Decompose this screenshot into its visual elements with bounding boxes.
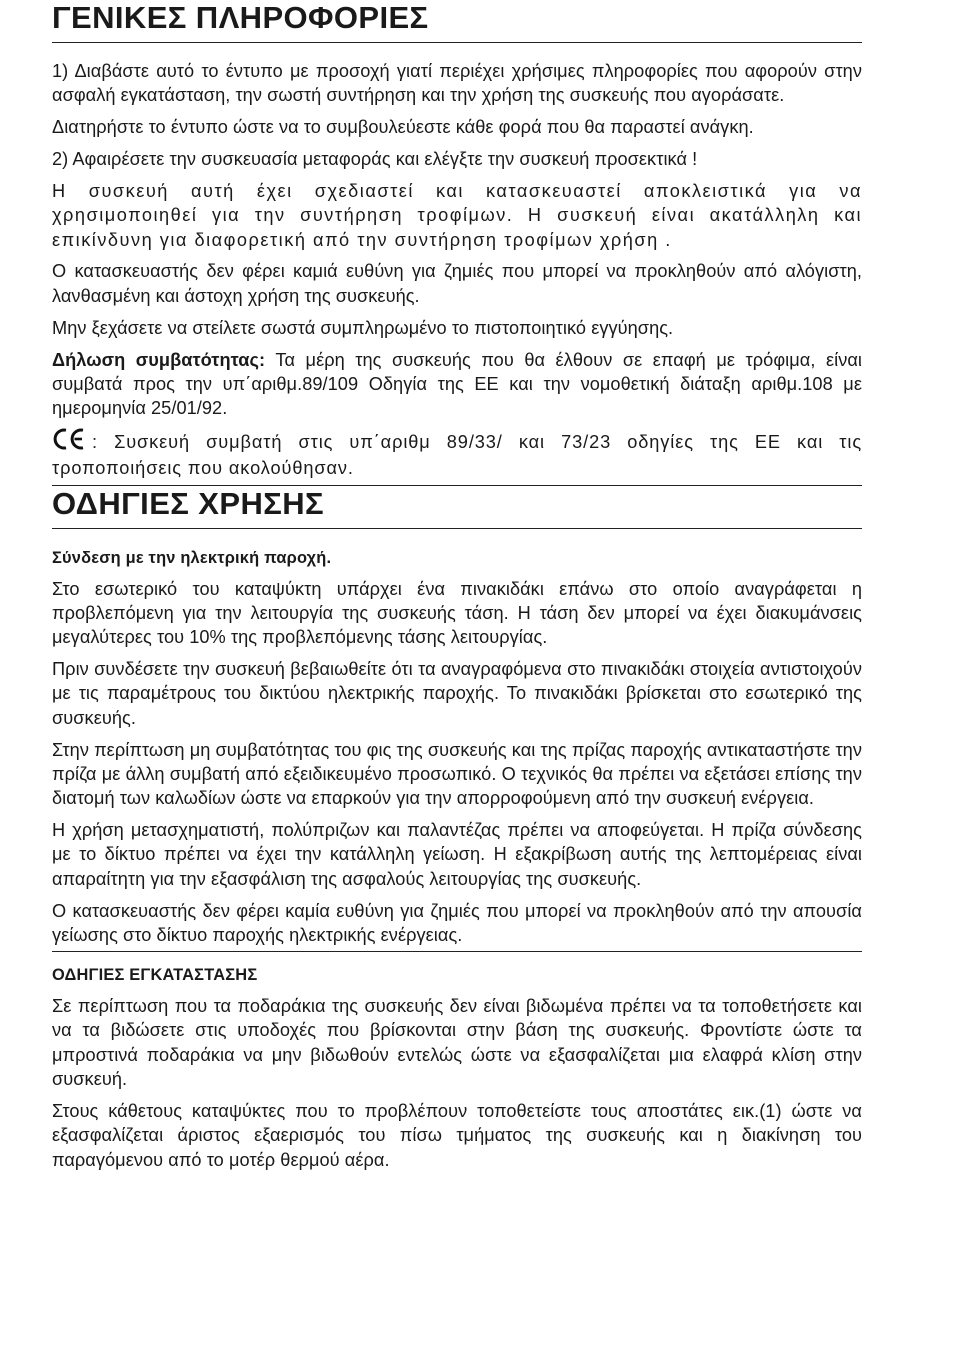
ce-conformity [52,428,862,486]
ce-conformity-text: : Συσκευή συμβατή στις υπ΄αριθμ 89/33/ και 73/23 οδηγίες της ΕΕ και τις τροποποιήσεις που ακολούθησαν. [52,432,862,479]
document-page [52,0,862,1179]
compliance-label: Δήλωση συμβατότητας: [52,349,266,370]
section-title-usage: ΟΔΗΓΙΕΣ ΧΡΗΣΗΣ [52,486,862,529]
paragraph: Η χρήση μετασχηματιστή, πολύπριζων και παλαντέζας πρέπει να αποφεύγεται. Η πρίζα σύνδεσης με το δίκτυο πρέπει να έχει την κατάλληλη γείωση. Η εξακρίβωση αυτής της λεπτομέρειας είναι απαραίτητη για την εξασφάλιση της ασφαλούς λειτουργίας της συσκευής. [52,820,862,889]
paragraph: 2) Αφαιρέσετε την συσκευασία μεταφοράς και ελέγξτε την συσκευή προσεκτικά ! [52,149,698,170]
paragraph: Μην ξεχάσετε να στείλετε σωστά συμπληρωμένο το πιστοποιητικό εγγύησης. [52,317,674,338]
paragraph: Στους κάθετους καταψύκτες που το προβλέπουν τοποθετείστε τους αποστάτες εικ.(1) ώστε να εξασφαλίζεται άριστος εξαερισμός του πίσω τμήματος της συσκευής και η διακίνηση του παραγόμενου από το μοτέρ θερμού αέρα. [52,1100,862,1170]
paragraph: Πριν συνδέσετε την συσκευή βεβαιωθείτε ότι τα αναγραφόμενα στο πινακιδάκι στοιχεία αντιστοιχούν με τις παραμέτρους του δικτύου ηλεκτρικής παροχής. Το πινακιδάκι βρίσκεται στο εσωτερικό της συσκευής. [52,659,862,728]
paragraph: Στο εσωτερικό του καταψύκτη υπάρχει ένα πινακιδάκι επάνω στο οποίο αναγράφεται η προβλεπόμενη για την λειτουργία της συσκευής τάση. Η τάση δεν μπορεί να έχει διακυμάνσεις μεγαλύτερες του 10% της προβλεπόμενης τάσης λειτουργίας. [52,578,862,648]
paragraph: Ο κατασκευαστής δεν φέρει καμία ευθύνη για ζημιές που μπορεί να προκληθούν από την απουσία γείωσης στο δίκτυο παροχής ηλεκτρικής ενέργειας. [52,899,862,953]
subheading-power-connection: Σύνδεση με την ηλεκτρική παροχή. [52,548,332,567]
paragraph: Στην περίπτωση μη συμβατότητας του φις της συσκευής και της πρίζας παροχής αντικαταστήστε την πρίζα με άλλη συμβατή από εξειδικευμένο προσωπικό. Ο τεχνικός θα πρέπει να εξετάσει επίσης την διατομή των καλωδίων ώστε να επαρκούν για την απορροφούμενη από την συσκευή ενέργεια. [52,739,862,809]
section-title-general-info: ΓΕΝΙΚΕΣ ΠΛΗΡΟΦΟΡΙΕΣ [52,0,862,43]
paragraph: Διατηρήστε το έντυπο ώστε να το συμβουλεύεστε κάθε φορά που θα παραστεί ανάγκη. [52,117,754,138]
general-info-section [52,59,862,486]
paragraph: Σε περίπτωση που τα ποδαράκια της συσκευής δεν είναι βιδωμένα πρέπει να τα τοποθετήσετε και να τα βιδώσετε στις υποδοχές που βρίσκονται στην βάση της συσκευής. Φροντίστε ώστε τα μπροστινά ποδαράκια να μην βιδωθούν εντελώς ώστε να εξασφαλίζεται μια ελαφρά κλίση στην συσκευή. [52,996,862,1090]
compliance-declaration [52,348,862,421]
paragraph: Ο κατασκευαστής δεν φέρει καμιά ευθύνη για ζημιές που μπορεί να προκληθούν από αλόγιστη, λανθασμένη και άστοχη χρήση της συσκευής. [52,261,862,306]
usage-section [52,547,862,953]
paragraph: 1) Διαβάστε αυτό το έντυπο με προσοχή γιατί περιέχει χρήσιμες πληροφορίες που αφορούν στην ασφαλή εγκατάσταση, την σωστή συντήρηση και την χρήση της συσκευής που αγοράσατε. [52,61,862,106]
compliance-text: Τα μέρη της συσκευής που θα έλθουν σε επαφή με τρόφιμα, είναι συμβατά προς την υπ΄αριθμ.89/109 Οδηγία της ΕΕ και την νομοθετική διάταξη αριθμ.108 με ημερομηνία 25/01/92. [52,349,863,419]
ce-mark-icon [52,428,86,456]
install-section [52,964,862,1172]
paragraph: Η συσκευή αυτή έχει σχεδιαστεί και κατασκευαστεί αποκλειστικά για να χρησιμοποιηθεί για την συντήρηση τροφίμων. Η συσκευή είναι ακατάλληλη και επικίνδυνη για διαφορετική από την συντήρηση τροφίμων χρήση . [52,180,862,250]
subheading-installation: ΟΔΗΓΙΕΣ ΕΓΚΑΤΑΣΤΑΣΗΣ [52,966,258,985]
